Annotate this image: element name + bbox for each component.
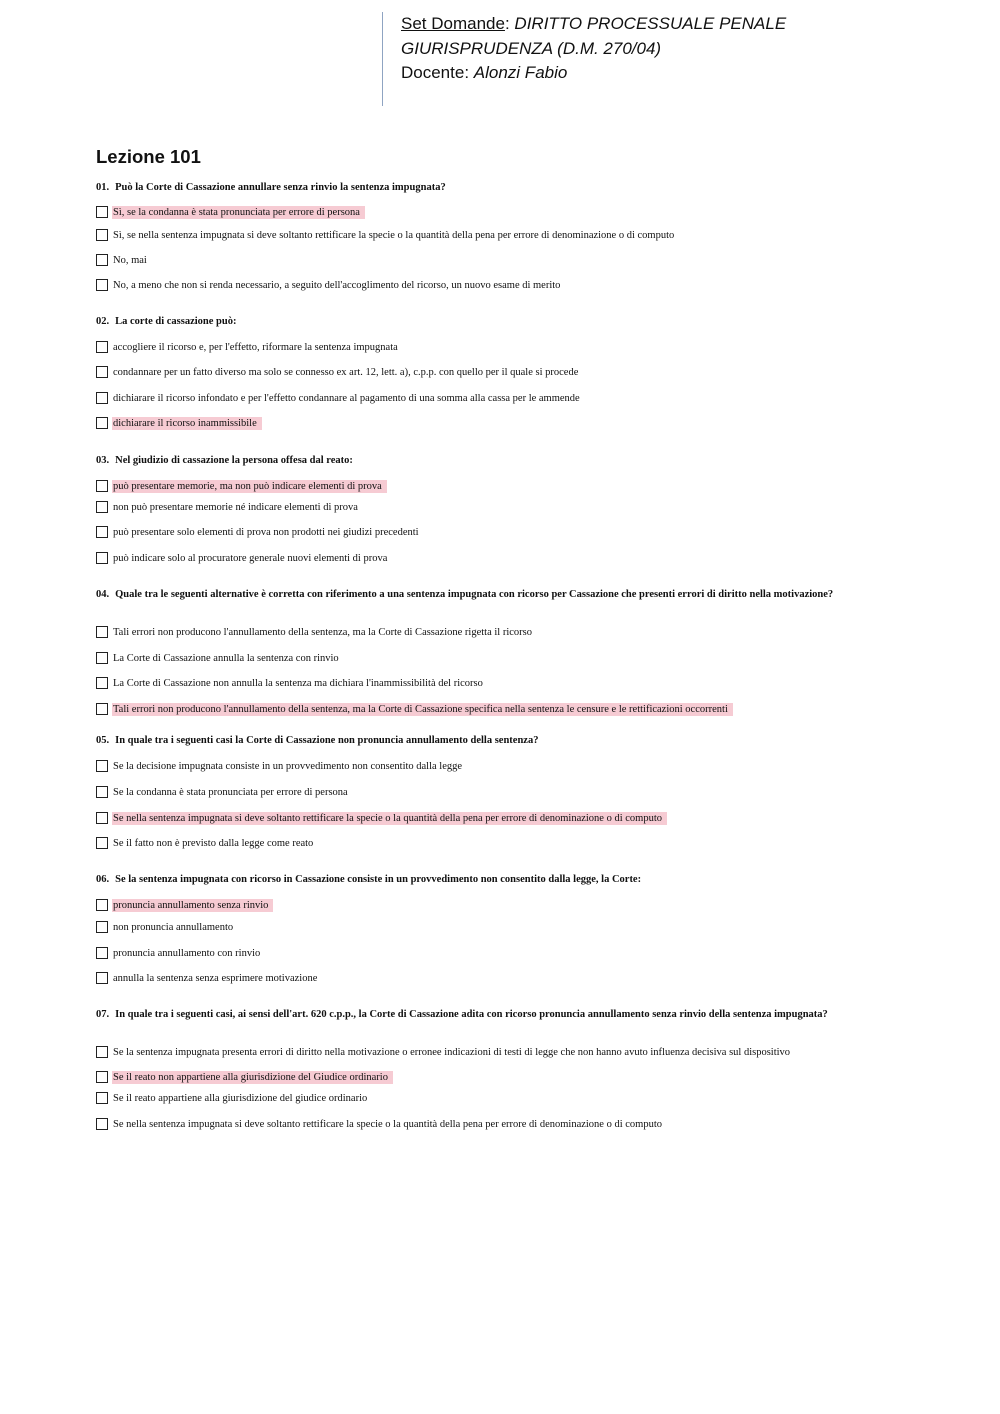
answer-option[interactable]: [96, 364, 583, 380]
question-1: [96, 182, 876, 194]
question-number: 04.: [96, 589, 110, 600]
answer-text: può presentare solo elementi di prova non prodotti nei giudizi precedenti: [113, 526, 419, 538]
answer-option-correct[interactable]: [96, 701, 733, 717]
question-label: Quale tra le seguenti alternative è corretta con riferimento a una sentenza impugnata con ricorso per Cassazione che presenti errori di diritto nella motivazione?: [115, 589, 834, 600]
header-course-line: [401, 12, 882, 37]
question-text: [96, 316, 876, 328]
answer-option[interactable]: [96, 227, 679, 243]
answer-option[interactable]: [96, 499, 363, 515]
answer-option[interactable]: [96, 970, 322, 986]
question-number: 01.: [96, 182, 110, 193]
set-separator: :: [504, 14, 510, 33]
answer-option[interactable]: [96, 1116, 667, 1132]
answer-option[interactable]: [96, 675, 488, 691]
question-3: [96, 455, 876, 467]
checkbox[interactable]: [96, 254, 108, 266]
answer-text: annulla la sentenza senza esprimere motivazione: [113, 972, 318, 984]
checkbox[interactable]: [96, 417, 108, 429]
checkbox[interactable]: [96, 899, 108, 911]
answer-text: non pronuncia annullamento: [113, 921, 234, 933]
answer-option[interactable]: [96, 650, 344, 666]
answer-option-correct[interactable]: [96, 204, 365, 220]
answer-text: No, mai: [113, 254, 147, 266]
question-label: In quale tra i seguenti casi, ai sensi dell'art. 620 c.p.p., la Corte di Cassazione adita con ricorso pronuncia annullamento senza rinvio della sentenza impugnata?: [115, 1009, 828, 1020]
checkbox[interactable]: [96, 812, 108, 824]
checkbox[interactable]: [96, 652, 108, 664]
checkbox[interactable]: [96, 1118, 108, 1130]
question-5: [96, 735, 876, 747]
checkbox[interactable]: [96, 972, 108, 984]
answer-text: Se la condanna è stata pronunciata per errore di persona: [113, 786, 348, 798]
header-degree-line: [401, 37, 882, 62]
answer-text: Sì, se la condanna è stata pronunciata per errore di persona: [112, 206, 365, 219]
question-label: Se la sentenza impugnata con ricorso in Cassazione consiste in un provvedimento non consentito dalla legge, la Corte:: [115, 874, 642, 885]
answer-text: Tali errori non producono l'annullamento della sentenza, ma la Corte di Cassazione rigetta il ricorso: [113, 626, 532, 638]
question-text: [96, 874, 876, 886]
answer-option[interactable]: [96, 390, 585, 406]
checkbox[interactable]: [96, 392, 108, 404]
question-2: [96, 316, 876, 328]
teacher-name: Alonzi Fabio: [473, 63, 568, 82]
question-number: 06.: [96, 874, 110, 885]
answer-text: Sì, se nella sentenza impugnata si deve soltanto rettificare la specie o la quantità della pena per errore di denominazione o di computo: [113, 229, 675, 241]
answer-text: Se nella sentenza impugnata si deve soltanto rettificare la specie o la quantità della pena per errore di denominazione o di computo: [112, 812, 667, 825]
question-7: [96, 1009, 876, 1021]
answer-text: Se il reato appartiene alla giurisdizione del giudice ordinario: [113, 1092, 368, 1104]
answer-option[interactable]: [96, 1090, 372, 1106]
answer-text: Se la decisione impugnata consiste in un provvedimento non consentito dalla legge: [113, 760, 463, 772]
answer-text: accogliere il ricorso e, per l'effetto, riformare la sentenza impugnata: [113, 341, 398, 353]
answer-option[interactable]: [96, 550, 392, 566]
checkbox[interactable]: [96, 786, 108, 798]
question-number: 03.: [96, 455, 110, 466]
answer-text: condannare per un fatto diverso ma solo se connesso ex art. 12, lett. a), c.p.p. con quello per il quale si procede: [113, 366, 579, 378]
answer-option-correct[interactable]: [96, 897, 273, 913]
answer-option-correct[interactable]: [96, 810, 667, 826]
question-label: In quale tra i seguenti casi la Corte di Cassazione non pronuncia annullamento della sentenza?: [115, 735, 539, 746]
set-label: Set Domande: [401, 14, 505, 33]
answer-option-correct[interactable]: [96, 1069, 393, 1085]
answer-option-correct[interactable]: [96, 415, 262, 431]
checkbox[interactable]: [96, 677, 108, 689]
answer-text: può presentare memorie, ma non può indicare elementi di prova: [112, 480, 387, 493]
answer-option[interactable]: [96, 277, 565, 293]
question-6: [96, 874, 876, 886]
checkbox[interactable]: [96, 229, 108, 241]
answer-text: pronuncia annullamento con rinvio: [113, 947, 261, 959]
answer-text: pronuncia annullamento senza rinvio: [112, 899, 273, 912]
checkbox[interactable]: [96, 837, 108, 849]
lesson-title: Lezione 101: [96, 146, 201, 167]
checkbox[interactable]: [96, 947, 108, 959]
question-label: Nel giudizio di cassazione la persona offesa dal reato:: [115, 455, 353, 466]
question-number: 02.: [96, 316, 110, 327]
checkbox[interactable]: [96, 206, 108, 218]
course-name: DIRITTO PROCESSUALE PENALE: [514, 14, 787, 33]
question-4: [96, 589, 876, 601]
checkbox[interactable]: [96, 501, 108, 513]
question-text: [96, 735, 876, 747]
answer-option[interactable]: [96, 339, 403, 355]
checkbox[interactable]: [96, 1046, 108, 1058]
checkbox[interactable]: [96, 1092, 108, 1104]
question-text: [96, 1009, 876, 1021]
answer-option[interactable]: [96, 758, 467, 774]
checkbox[interactable]: [96, 552, 108, 564]
question-number: 05.: [96, 735, 110, 746]
answer-text: No, a meno che non si renda necessario, a seguito dell'accoglimento del ricorso, un nuovo esame di merito: [113, 279, 561, 291]
question-text: [96, 589, 876, 601]
answer-text: Se il reato non appartiene alla giurisdizione del Giudice ordinario: [112, 1071, 393, 1084]
answer-text: Se la sentenza impugnata presenta errori di diritto nella motivazione o erronee indicazioni di testi di legge che non hanno avuto influenza decisiva sul dispositivo: [113, 1046, 791, 1058]
question-number: 07.: [96, 1009, 110, 1020]
checkbox[interactable]: [96, 760, 108, 772]
answer-option[interactable]: [96, 252, 152, 268]
answer-option[interactable]: [96, 624, 537, 640]
answer-text: Se il fatto non è previsto dalla legge come reato: [113, 837, 314, 849]
checkbox[interactable]: [96, 921, 108, 933]
answer-option-correct[interactable]: [96, 478, 387, 494]
checkbox[interactable]: [96, 703, 108, 715]
answer-option[interactable]: [96, 835, 318, 851]
answer-text: può indicare solo al procuratore generale nuovi elementi di prova: [113, 552, 388, 564]
checkbox[interactable]: [96, 480, 108, 492]
checkbox[interactable]: [96, 279, 108, 291]
teacher-label: Docente:: [401, 63, 470, 82]
answer-option[interactable]: [96, 524, 424, 540]
question-text: [96, 182, 876, 194]
answer-text: La Corte di Cassazione annulla la sentenza con rinvio: [113, 652, 339, 664]
degree-name: GIURISPRUDENZA (D.M. 270/04): [401, 38, 662, 58]
answer-option[interactable]: [96, 1044, 795, 1060]
checkbox[interactable]: [96, 1071, 108, 1083]
checkbox[interactable]: [96, 366, 108, 378]
answer-text: dichiarare il ricorso infondato e per l'effetto condannare al pagamento di una somma alla cassa per le ammende: [113, 392, 580, 404]
answer-text: non può presentare memorie né indicare elementi di prova: [113, 501, 358, 513]
answer-option[interactable]: [96, 919, 238, 935]
question-text: [96, 455, 876, 467]
answer-text: dichiarare il ricorso inammissibile: [112, 417, 262, 430]
answer-text: La Corte di Cassazione non annulla la sentenza ma dichiara l'inammissibilità del ricorso: [113, 677, 483, 689]
document-header: [382, 12, 882, 106]
answer-text: Se nella sentenza impugnata si deve soltanto rettificare la specie o la quantità della pena per errore di denominazione o di computo: [113, 1118, 662, 1130]
checkbox[interactable]: [96, 526, 108, 538]
answer-option[interactable]: [96, 784, 353, 800]
checkbox[interactable]: [96, 626, 108, 638]
header-teacher-line: [401, 61, 882, 86]
question-label: Può la Corte di Cassazione annullare senza rinvio la sentenza impugnata?: [115, 182, 446, 193]
answer-option[interactable]: [96, 945, 265, 961]
question-label: La corte di cassazione può:: [115, 316, 237, 327]
answer-text: Tali errori non producono l'annullamento della sentenza, ma la Corte di Cassazione specifica nella sentenza le censure e le rettificazioni occorrenti: [112, 703, 733, 716]
checkbox[interactable]: [96, 341, 108, 353]
